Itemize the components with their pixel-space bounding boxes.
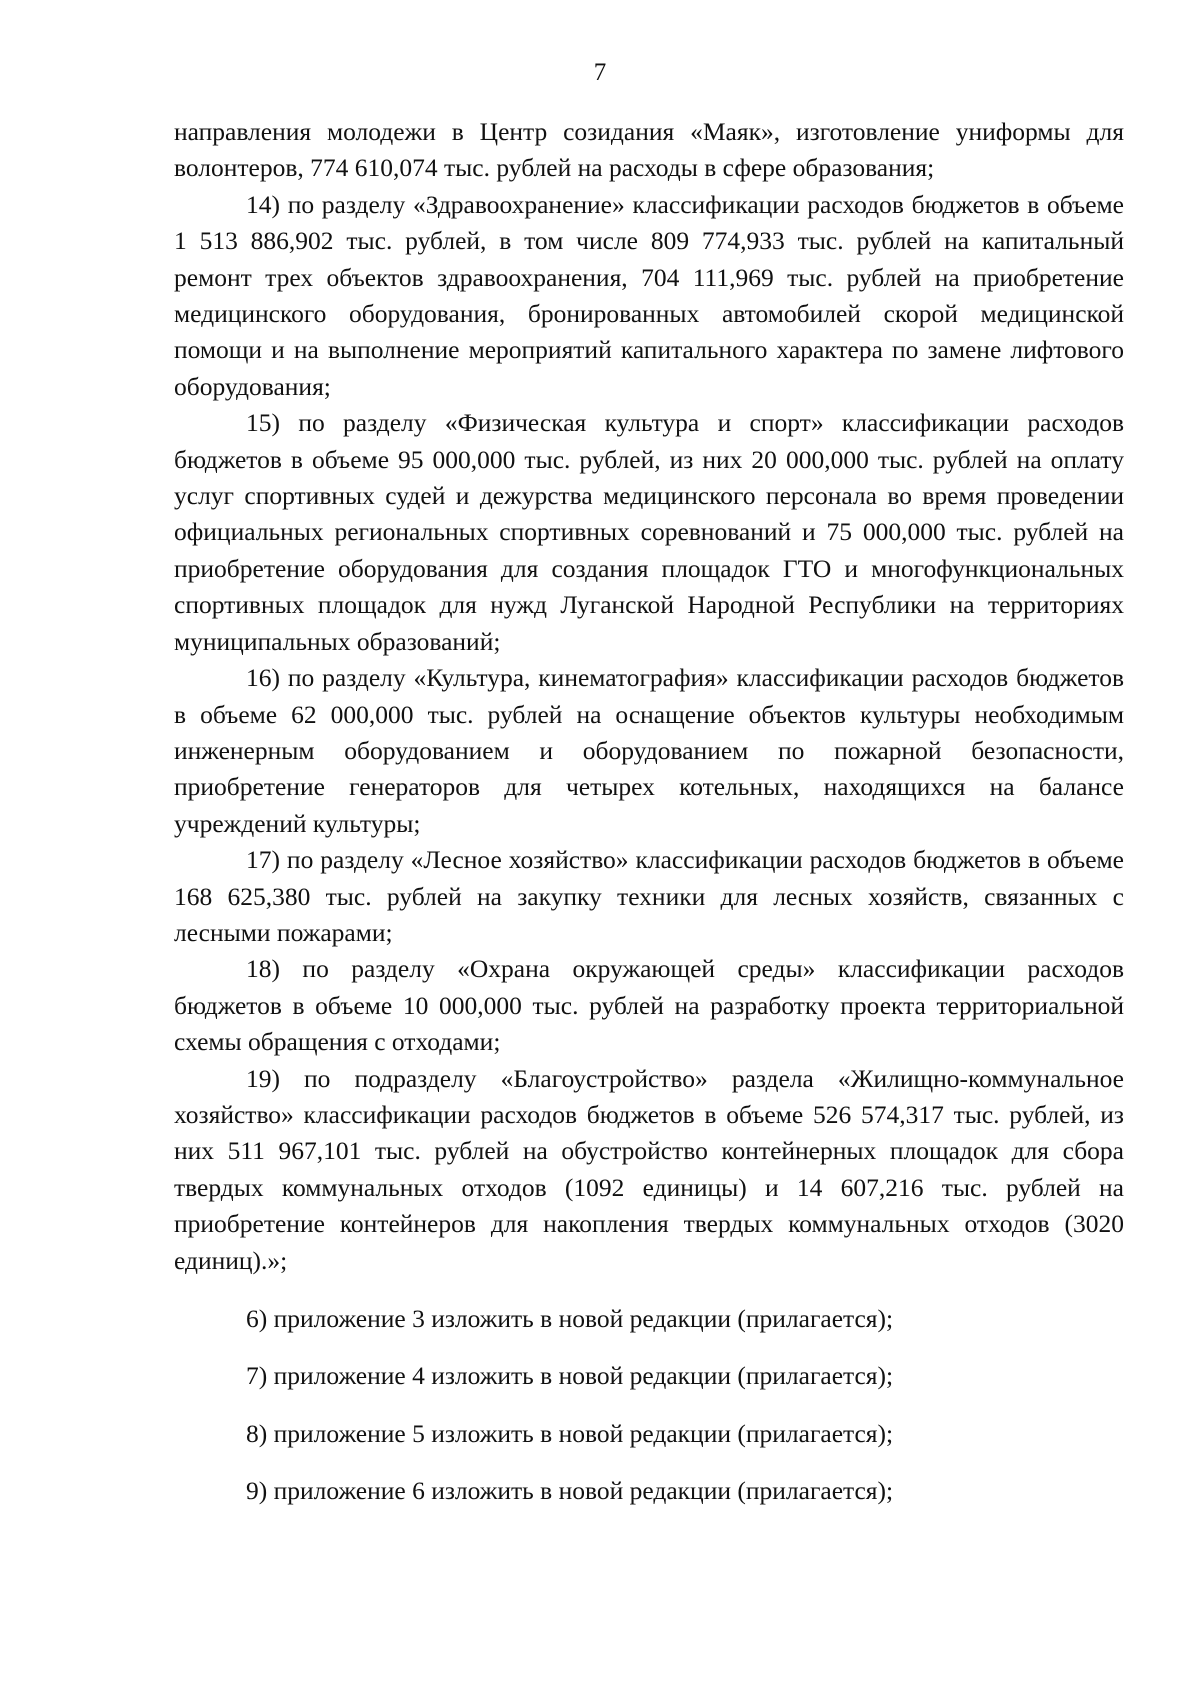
paragraph-item-19-improvement: 19) по подразделу «Благоустройство» раздела «Жилищно-коммунальное хозяйство» классификации расходов бюджетов в объеме 526 574,317 тыс. рублей, из них 511 967,101 тыс. рублей на обустройство контейнерных площадок для сбора твердых коммунальных отходов (1092 единицы) и 14 607,216 тыс. рублей на приобретение контейнеров для накопления твердых коммунальных отходов (3020 единиц).»; xyxy=(174,1063,1124,1275)
list-item-7-appendix-4: 7) приложение 4 изложить в новой редакции (прилагается); xyxy=(246,1361,894,1391)
document-body xyxy=(174,114,1124,1510)
paragraph-item-16-culture: 16) по разделу «Культура, кинематография» классификации расходов бюджетов в объеме 62 000,000 тыс. рублей на оснащение объектов культуры необходимым инженерным оборудованием и оборудованием по пожарной безопасности, приобретение генераторов для четырех котельных, находящихся на балансе учреждений культуры; xyxy=(174,663,1124,838)
list-item-8-appendix-5: 8) приложение 5 изложить в новой редакции (прилагается); xyxy=(246,1418,894,1448)
list-item-6-appendix-3: 6) приложение 3 изложить в новой редакции (прилагается); xyxy=(246,1304,894,1333)
paragraph-item-18-environment: 18) по разделу «Охрана окружающей среды» классификации расходов бюджетов в объеме 10 000,000 тыс. рублей на разработку проекта территориальной схемы обращения с отходами; xyxy=(174,954,1124,1057)
paragraph-item-14-healthcare: 14) по разделу «Здравоохранение» классификации расходов бюджетов в объеме 1 513 886,902 тыс. рублей, в том числе 809 774,933 тыс. рублей на капитальный ремонт трех объектов здравоохранения, 704 111,969 тыс. рублей на приобретение медицинского оборудования, бронированных автомобилей скорой медицинской помощи и на выполнение мероприятий капитального характера по замене лифтового оборудования; xyxy=(174,189,1124,401)
paragraph-continuation: направления молодежи в Центр созидания «Маяк», изготовление униформы для волонтеров, 774 610,074 тыс. рублей на расходы в сфере образования; xyxy=(174,117,1124,183)
page-number: 7 xyxy=(593,59,607,86)
paragraph-item-15-sport: 15) по разделу «Физическая культура и спорт» классификации расходов бюджетов в объеме 95 000,000 тыс. рублей, из них 20 000,000 тыс. рублей на оплату услуг спортивных судей и дежурства медицинского персонала во время проведении официальных региональных спортивных соревнований и 75 000,000 тыс. рублей на приобретение оборудования для создания площадок ГТО и многофункциональных спортивных площадок для нужд Луганской Народной Республики на территориях муниципальных образований; xyxy=(174,408,1124,656)
paragraph-item-17-forestry: 17) по разделу «Лесное хозяйство» классификации расходов бюджетов в объеме 168 625,380 тыс. рублей на закупку техники для лесных хозяйств, связанных с лесными пожарами; xyxy=(174,845,1124,947)
list-item-9-appendix-6: 9) приложение 6 изложить в новой редакции (прилагается); xyxy=(246,1476,894,1506)
